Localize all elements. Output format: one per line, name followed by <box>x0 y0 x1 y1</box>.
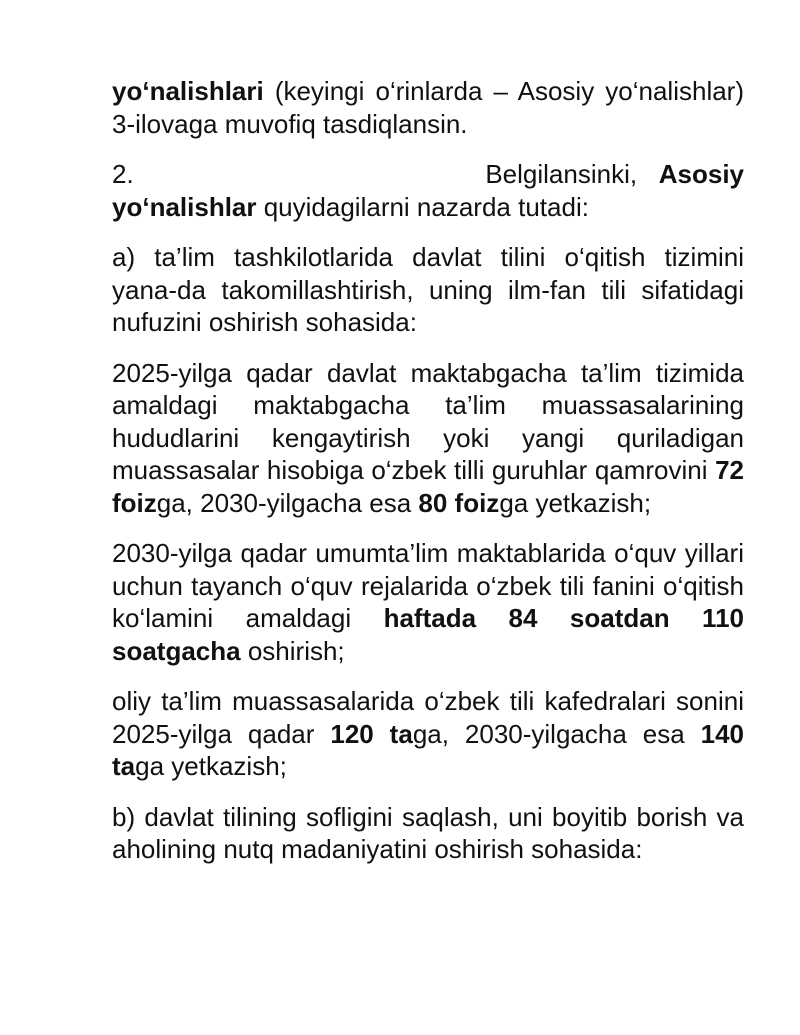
text-run: oliy ta’lim muassasalarida o‘zbek tili kafedralari sonini 2025-yilga qadar <box>112 686 744 749</box>
text-bold: 80 foiz <box>418 487 500 518</box>
text-bold: haftada 84 soatdan 110 soatgacha <box>112 603 744 666</box>
text-run: 2030-yilga qadar umumta’lim maktablarida o‘quv yillari uchun tayanch o‘quv rejalarida o‘zbek tili fanini o‘qitish ko‘lamini amaldagi <box>112 538 744 633</box>
text-run: ga yetkazish; <box>135 751 287 781</box>
text-bold: 140 ta <box>112 718 744 781</box>
paragraph-2 <box>112 158 744 223</box>
text-run: oshirish; <box>240 635 345 666</box>
text-run: (keyingi o‘rinlarda – Asosiy yo‘nalishlar) 3-ilovaga muvofiq tasdiqlansin. <box>112 76 744 139</box>
text-run: ga, 2030-yilgacha esa <box>156 487 419 518</box>
text-run: 2025-yilga qadar davlat maktabgacha ta’lim tizimida amaldagi maktabgacha ta’lim muassasalarining hududlarini kengaytirish yoki yangi quriladigan muassasalar hisobiga o‘zbek tilli guruhlar qamrovini <box>112 357 744 485</box>
text-run: a) ta’lim tashkilotlarida davlat tilini o‘qitish tizimini yana-da takomillashtirish, uning ilm-fan tili sifatidagi nufuzini oshirish sohasida: <box>112 242 744 337</box>
text-bold: 120 ta <box>330 718 413 749</box>
item-number: 2. <box>112 159 134 189</box>
text-bold: Asosiy yo‘nalishlar <box>112 159 744 222</box>
text-run: quyidagilarni nazarda tutadi: <box>256 191 589 222</box>
paragraph-6 <box>112 685 744 783</box>
text-run: Belgilansinki, <box>463 159 659 189</box>
text-run: ga, 2030-yilgacha esa <box>412 718 701 749</box>
text-run: b) davlat tilining sofligini saqlash, uni boyitib borish va aholining nutq madaniyatini oshirish sohasida: <box>112 801 744 864</box>
text-bold: yo‘nalishlari <box>112 76 264 106</box>
paragraph-3 <box>112 241 744 339</box>
paragraph-5 <box>112 537 744 667</box>
text-bold: 72 foiz <box>112 455 744 518</box>
text-run: ga yetkazish; <box>499 487 652 518</box>
paragraph-1 <box>112 75 744 140</box>
paragraph-4 <box>112 357 744 520</box>
paragraph-7 <box>112 801 744 866</box>
